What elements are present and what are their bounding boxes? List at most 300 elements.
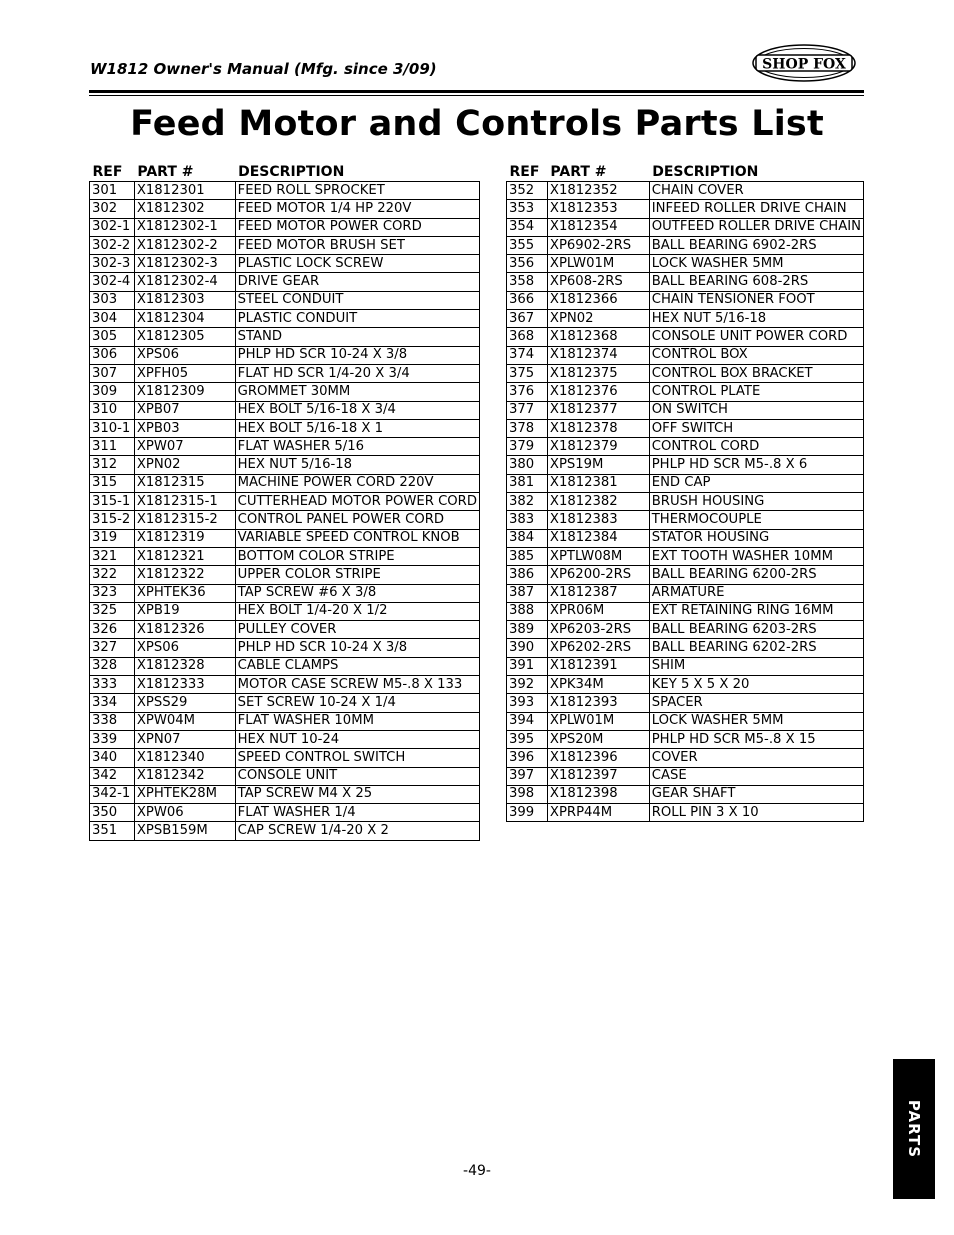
part-number-cell: X1812396 bbox=[547, 749, 649, 767]
ref-cell: 391 bbox=[507, 657, 548, 675]
part-number-cell: X1812387 bbox=[547, 584, 649, 602]
description-cell: STEEL CONDUIT bbox=[235, 291, 479, 309]
ref-cell: 322 bbox=[90, 566, 135, 584]
table-row bbox=[507, 657, 864, 675]
ref-cell: 397 bbox=[507, 767, 548, 785]
table-row bbox=[90, 456, 480, 474]
part-number-cell: XP6200-2RS bbox=[547, 566, 649, 584]
description-cell: HEX BOLT 5/16-18 X 1 bbox=[235, 419, 479, 437]
part-number-cell: X1812304 bbox=[134, 310, 235, 328]
ref-cell: 393 bbox=[507, 694, 548, 712]
ref-cell: 387 bbox=[507, 584, 548, 602]
part-number-cell: X1812375 bbox=[547, 364, 649, 382]
description-cell: BRUSH HOUSING bbox=[649, 493, 863, 511]
part-number-cell: XPN02 bbox=[547, 310, 649, 328]
table-row bbox=[507, 456, 864, 474]
table-row bbox=[90, 657, 480, 675]
ref-cell: 319 bbox=[90, 529, 135, 547]
table-row bbox=[90, 401, 480, 419]
part-number-cell: XP6203-2RS bbox=[547, 621, 649, 639]
table-row bbox=[90, 182, 480, 200]
ref-cell: 339 bbox=[90, 730, 135, 748]
ref-header: REF bbox=[92, 164, 123, 180]
parts-section-tab bbox=[893, 1059, 935, 1199]
part-number-cell: XPN07 bbox=[134, 730, 235, 748]
description-cell: PLASTIC LOCK SCREW bbox=[235, 255, 479, 273]
part-number-cell: X1812302 bbox=[134, 200, 235, 218]
description-cell: LOCK WASHER 5MM bbox=[649, 712, 863, 730]
shop-fox-logo bbox=[752, 44, 856, 82]
table-row bbox=[507, 767, 864, 785]
table-row bbox=[507, 182, 864, 200]
part-number-cell: XPK34M bbox=[547, 676, 649, 694]
description-cell: PHLP HD SCR M5-.8 X 15 bbox=[649, 730, 863, 748]
ref-cell: 321 bbox=[90, 547, 135, 565]
part-number-cell: X1812379 bbox=[547, 438, 649, 456]
part-number-cell: XPHTEK36 bbox=[134, 584, 235, 602]
description-cell: PULLEY COVER bbox=[235, 621, 479, 639]
description-cell: FLAT WASHER 10MM bbox=[235, 712, 479, 730]
ref-cell: 302-4 bbox=[90, 273, 135, 291]
part-number-cell: X1812366 bbox=[547, 291, 649, 309]
part-number-cell: X1812378 bbox=[547, 419, 649, 437]
ref-cell: 399 bbox=[507, 804, 548, 822]
table-row bbox=[507, 328, 864, 346]
table-row bbox=[90, 383, 480, 401]
table-row bbox=[507, 273, 864, 291]
description-cell: BALL BEARING 6203-2RS bbox=[649, 621, 863, 639]
part-number-cell: X1812301 bbox=[134, 182, 235, 200]
table-header-row bbox=[507, 162, 864, 182]
description-cell: FEED MOTOR 1/4 HP 220V bbox=[235, 200, 479, 218]
ref-cell: 395 bbox=[507, 730, 548, 748]
ref-header: REF bbox=[509, 164, 540, 180]
part-number-cell: XPB07 bbox=[134, 401, 235, 419]
part-number-cell: X1812321 bbox=[134, 547, 235, 565]
ref-cell: 376 bbox=[507, 383, 548, 401]
page-title: Feed Motor and Controls Parts List bbox=[130, 104, 824, 144]
description-cell: CONTROL BOX BRACKET bbox=[649, 364, 863, 382]
part-number-cell: X1812342 bbox=[134, 767, 235, 785]
ref-cell: 353 bbox=[507, 200, 548, 218]
ref-cell: 338 bbox=[90, 712, 135, 730]
description-cell: FLAT HD SCR 1/4-20 X 3/4 bbox=[235, 364, 479, 382]
table-row bbox=[507, 712, 864, 730]
table-row bbox=[90, 676, 480, 694]
part-number-cell: X1812319 bbox=[134, 529, 235, 547]
ref-cell: 368 bbox=[507, 328, 548, 346]
part-header: PART # bbox=[137, 164, 194, 180]
description-cell: SPACER bbox=[649, 694, 863, 712]
part-number-cell: XPB03 bbox=[134, 419, 235, 437]
description-cell: HEX BOLT 1/4-20 X 1/2 bbox=[235, 602, 479, 620]
table-row bbox=[507, 255, 864, 273]
ref-cell: 303 bbox=[90, 291, 135, 309]
part-number-cell: XPW07 bbox=[134, 438, 235, 456]
ref-cell: 377 bbox=[507, 401, 548, 419]
ref-cell: 302-1 bbox=[90, 218, 135, 236]
ref-cell: 302-2 bbox=[90, 236, 135, 254]
ref-cell: 304 bbox=[90, 310, 135, 328]
description-cell: TAP SCREW M4 X 25 bbox=[235, 785, 479, 803]
part-number-cell: X1812309 bbox=[134, 383, 235, 401]
table-row bbox=[507, 310, 864, 328]
table-row bbox=[90, 621, 480, 639]
ref-cell: 342-1 bbox=[90, 785, 135, 803]
part-number-cell: X1812384 bbox=[547, 529, 649, 547]
ref-cell: 366 bbox=[507, 291, 548, 309]
table-row bbox=[90, 712, 480, 730]
description-cell: BALL BEARING 6902-2RS bbox=[649, 236, 863, 254]
page-number: -49- bbox=[463, 1163, 491, 1179]
description-cell: FEED MOTOR POWER CORD bbox=[235, 218, 479, 236]
description-cell: KEY 5 X 5 X 20 bbox=[649, 676, 863, 694]
ref-cell: 315 bbox=[90, 474, 135, 492]
ref-cell: 302 bbox=[90, 200, 135, 218]
ref-cell: 309 bbox=[90, 383, 135, 401]
part-number-cell: X1812322 bbox=[134, 566, 235, 584]
table-row bbox=[90, 730, 480, 748]
table-row bbox=[90, 767, 480, 785]
part-number-cell: X1812353 bbox=[547, 200, 649, 218]
description-cell: CONSOLE UNIT POWER CORD bbox=[649, 328, 863, 346]
ref-cell: 379 bbox=[507, 438, 548, 456]
table-row bbox=[90, 328, 480, 346]
table-row bbox=[90, 529, 480, 547]
table-row bbox=[90, 804, 480, 822]
ref-cell: 358 bbox=[507, 273, 548, 291]
ref-cell: 389 bbox=[507, 621, 548, 639]
header-rule-thick bbox=[89, 90, 864, 93]
table-row bbox=[507, 383, 864, 401]
ref-cell: 305 bbox=[90, 328, 135, 346]
table-row bbox=[90, 273, 480, 291]
description-cell: CONTROL PANEL POWER CORD bbox=[235, 511, 479, 529]
table-row bbox=[90, 639, 480, 657]
ref-cell: 367 bbox=[507, 310, 548, 328]
ref-cell: 340 bbox=[90, 749, 135, 767]
part-number-cell: XPR06M bbox=[547, 602, 649, 620]
description-cell: FLAT WASHER 5/16 bbox=[235, 438, 479, 456]
part-number-cell: XPW04M bbox=[134, 712, 235, 730]
table-row bbox=[507, 401, 864, 419]
ref-cell: 374 bbox=[507, 346, 548, 364]
ref-cell: 342 bbox=[90, 767, 135, 785]
part-number-cell: XPTLW08M bbox=[547, 547, 649, 565]
part-number-cell: XP608-2RS bbox=[547, 273, 649, 291]
part-number-cell: X1812393 bbox=[547, 694, 649, 712]
table-row bbox=[90, 310, 480, 328]
description-cell: THERMOCOUPLE bbox=[649, 511, 863, 529]
ref-cell: 392 bbox=[507, 676, 548, 694]
description-cell: CAP SCREW 1/4-20 X 2 bbox=[235, 822, 479, 840]
table-row bbox=[507, 639, 864, 657]
description-cell: FEED ROLL SPROCKET bbox=[235, 182, 479, 200]
ref-cell: 325 bbox=[90, 602, 135, 620]
part-number-cell: XPSB159M bbox=[134, 822, 235, 840]
table-header-row bbox=[90, 162, 480, 182]
description-cell: CASE bbox=[649, 767, 863, 785]
ref-cell: 383 bbox=[507, 511, 548, 529]
table-row bbox=[90, 785, 480, 803]
part-number-cell: X1812381 bbox=[547, 474, 649, 492]
table-row bbox=[90, 438, 480, 456]
description-cell: GROMMET 30MM bbox=[235, 383, 479, 401]
table-row bbox=[90, 822, 480, 840]
part-number-cell: X1812340 bbox=[134, 749, 235, 767]
description-cell: STAND bbox=[235, 328, 479, 346]
ref-cell: 355 bbox=[507, 236, 548, 254]
ref-cell: 386 bbox=[507, 566, 548, 584]
parts-table-left bbox=[89, 162, 480, 841]
ref-cell: 382 bbox=[507, 493, 548, 511]
table-row bbox=[507, 200, 864, 218]
table-row bbox=[507, 602, 864, 620]
part-number-cell: X1812376 bbox=[547, 383, 649, 401]
description-cell: GEAR SHAFT bbox=[649, 785, 863, 803]
description-cell: ROLL PIN 3 X 10 bbox=[649, 804, 863, 822]
part-number-cell: X1812383 bbox=[547, 511, 649, 529]
part-number-cell: X1812302-1 bbox=[134, 218, 235, 236]
manual-title: W1812 Owner's Manual (Mfg. since 3/09) bbox=[90, 60, 437, 78]
ref-cell: 302-3 bbox=[90, 255, 135, 273]
header-rule-thin bbox=[89, 95, 864, 96]
description-cell: SPEED CONTROL SWITCH bbox=[235, 749, 479, 767]
description-cell: CHAIN COVER bbox=[649, 182, 863, 200]
ref-cell: 310-1 bbox=[90, 419, 135, 437]
ref-cell: 378 bbox=[507, 419, 548, 437]
description-cell: INFEED ROLLER DRIVE CHAIN bbox=[649, 200, 863, 218]
description-cell: VARIABLE SPEED CONTROL KNOB bbox=[235, 529, 479, 547]
ref-cell: 390 bbox=[507, 639, 548, 657]
table-row bbox=[90, 694, 480, 712]
ref-cell: 354 bbox=[507, 218, 548, 236]
description-header: DESCRIPTION bbox=[238, 164, 345, 180]
description-cell: MACHINE POWER CORD 220V bbox=[235, 474, 479, 492]
description-cell: TAP SCREW #6 X 3/8 bbox=[235, 584, 479, 602]
table-row bbox=[507, 584, 864, 602]
description-cell: SET SCREW 10-24 X 1/4 bbox=[235, 694, 479, 712]
table-row bbox=[507, 474, 864, 492]
table-row bbox=[507, 694, 864, 712]
part-number-cell: XPHTEK28M bbox=[134, 785, 235, 803]
table-row bbox=[507, 291, 864, 309]
table-row bbox=[507, 566, 864, 584]
table-row bbox=[90, 236, 480, 254]
part-number-cell: X1812397 bbox=[547, 767, 649, 785]
ref-cell: 334 bbox=[90, 694, 135, 712]
ref-cell: 351 bbox=[90, 822, 135, 840]
description-cell: BALL BEARING 6202-2RS bbox=[649, 639, 863, 657]
part-number-cell: XPS06 bbox=[134, 639, 235, 657]
part-number-cell: XPN02 bbox=[134, 456, 235, 474]
side-tab-label: PARTS bbox=[905, 1099, 923, 1159]
ref-cell: 396 bbox=[507, 749, 548, 767]
ref-cell: 306 bbox=[90, 346, 135, 364]
table-row bbox=[507, 730, 864, 748]
table-row bbox=[507, 529, 864, 547]
ref-cell: 315-2 bbox=[90, 511, 135, 529]
part-number-cell: XPW06 bbox=[134, 804, 235, 822]
ref-cell: 310 bbox=[90, 401, 135, 419]
part-number-cell: XP6902-2RS bbox=[547, 236, 649, 254]
part-number-cell: X1812377 bbox=[547, 401, 649, 419]
description-cell: EXT RETAINING RING 16MM bbox=[649, 602, 863, 620]
table-row bbox=[90, 584, 480, 602]
part-number-cell: X1812315 bbox=[134, 474, 235, 492]
description-cell: PLASTIC CONDUIT bbox=[235, 310, 479, 328]
part-number-cell: X1812315-2 bbox=[134, 511, 235, 529]
part-number-cell: X1812374 bbox=[547, 346, 649, 364]
table-row bbox=[90, 493, 480, 511]
table-row bbox=[90, 419, 480, 437]
part-number-cell: XP6202-2RS bbox=[547, 639, 649, 657]
description-cell: END CAP bbox=[649, 474, 863, 492]
table-row bbox=[90, 364, 480, 382]
part-number-cell: XPB19 bbox=[134, 602, 235, 620]
description-cell: OUTFEED ROLLER DRIVE CHAIN bbox=[649, 218, 863, 236]
part-number-cell: X1812326 bbox=[134, 621, 235, 639]
ref-cell: 350 bbox=[90, 804, 135, 822]
part-number-cell: X1812333 bbox=[134, 676, 235, 694]
ref-cell: 384 bbox=[507, 529, 548, 547]
description-cell: BALL BEARING 608-2RS bbox=[649, 273, 863, 291]
description-cell: BALL BEARING 6200-2RS bbox=[649, 566, 863, 584]
table-row bbox=[90, 291, 480, 309]
ref-cell: 315-1 bbox=[90, 493, 135, 511]
part-number-cell: XPRP44M bbox=[547, 804, 649, 822]
table-row bbox=[90, 749, 480, 767]
table-row bbox=[507, 438, 864, 456]
ref-cell: 323 bbox=[90, 584, 135, 602]
description-cell: PHLP HD SCR 10-24 X 3/8 bbox=[235, 639, 479, 657]
description-header: DESCRIPTION bbox=[652, 164, 759, 180]
description-cell: CABLE CLAMPS bbox=[235, 657, 479, 675]
table-row bbox=[507, 493, 864, 511]
part-number-cell: X1812328 bbox=[134, 657, 235, 675]
part-number-cell: X1812302-3 bbox=[134, 255, 235, 273]
table-row bbox=[507, 621, 864, 639]
table-row bbox=[507, 419, 864, 437]
table-row bbox=[90, 566, 480, 584]
part-number-cell: X1812382 bbox=[547, 493, 649, 511]
table-row bbox=[507, 511, 864, 529]
table-row bbox=[90, 255, 480, 273]
description-cell: MOTOR CASE SCREW M5-.8 X 133 bbox=[235, 676, 479, 694]
table-row bbox=[90, 218, 480, 236]
description-cell: HEX NUT 5/16-18 bbox=[649, 310, 863, 328]
part-number-cell: X1812352 bbox=[547, 182, 649, 200]
table-row bbox=[507, 749, 864, 767]
description-cell: LOCK WASHER 5MM bbox=[649, 255, 863, 273]
part-number-cell: X1812354 bbox=[547, 218, 649, 236]
part-number-cell: XPS06 bbox=[134, 346, 235, 364]
description-cell: OFF SWITCH bbox=[649, 419, 863, 437]
part-number-cell: XPS19M bbox=[547, 456, 649, 474]
table-row bbox=[507, 785, 864, 803]
table-row bbox=[507, 804, 864, 822]
ref-cell: 327 bbox=[90, 639, 135, 657]
ref-cell: 307 bbox=[90, 364, 135, 382]
description-cell: CUTTERHEAD MOTOR POWER CORD bbox=[235, 493, 479, 511]
part-number-cell: X1812391 bbox=[547, 657, 649, 675]
part-number-cell: X1812305 bbox=[134, 328, 235, 346]
description-cell: HEX BOLT 5/16-18 X 3/4 bbox=[235, 401, 479, 419]
table-row bbox=[507, 346, 864, 364]
part-number-cell: XPFH05 bbox=[134, 364, 235, 382]
ref-cell: 398 bbox=[507, 785, 548, 803]
ref-cell: 333 bbox=[90, 676, 135, 694]
table-row bbox=[90, 346, 480, 364]
description-cell: EXT TOOTH WASHER 10MM bbox=[649, 547, 863, 565]
ref-cell: 301 bbox=[90, 182, 135, 200]
part-header: PART # bbox=[550, 164, 607, 180]
description-cell: SHIM bbox=[649, 657, 863, 675]
part-number-cell: X1812368 bbox=[547, 328, 649, 346]
ref-cell: 385 bbox=[507, 547, 548, 565]
description-cell: CONTROL CORD bbox=[649, 438, 863, 456]
description-cell: STATOR HOUSING bbox=[649, 529, 863, 547]
table-row bbox=[507, 218, 864, 236]
description-cell: ON SWITCH bbox=[649, 401, 863, 419]
description-cell: CONSOLE UNIT bbox=[235, 767, 479, 785]
part-number-cell: X1812302-2 bbox=[134, 236, 235, 254]
part-number-cell: XPSS29 bbox=[134, 694, 235, 712]
ref-cell: 388 bbox=[507, 602, 548, 620]
description-cell: UPPER COLOR STRIPE bbox=[235, 566, 479, 584]
ref-cell: 394 bbox=[507, 712, 548, 730]
ref-cell: 352 bbox=[507, 182, 548, 200]
description-cell: FLAT WASHER 1/4 bbox=[235, 804, 479, 822]
part-number-cell: XPS20M bbox=[547, 730, 649, 748]
ref-cell: 381 bbox=[507, 474, 548, 492]
description-cell: DRIVE GEAR bbox=[235, 273, 479, 291]
description-cell: BOTTOM COLOR STRIPE bbox=[235, 547, 479, 565]
part-number-cell: X1812315-1 bbox=[134, 493, 235, 511]
description-cell: FEED MOTOR BRUSH SET bbox=[235, 236, 479, 254]
parts-table-right bbox=[506, 162, 864, 822]
table-row bbox=[507, 547, 864, 565]
ref-cell: 328 bbox=[90, 657, 135, 675]
ref-cell: 311 bbox=[90, 438, 135, 456]
table-row bbox=[507, 236, 864, 254]
part-number-cell: X1812303 bbox=[134, 291, 235, 309]
svg-text:SHOP FOX: SHOP FOX bbox=[762, 56, 846, 73]
ref-cell: 326 bbox=[90, 621, 135, 639]
table-row bbox=[507, 364, 864, 382]
description-cell: PHLP HD SCR 10-24 X 3/8 bbox=[235, 346, 479, 364]
description-cell: HEX NUT 5/16-18 bbox=[235, 456, 479, 474]
description-cell: COVER bbox=[649, 749, 863, 767]
description-cell: CHAIN TENSIONER FOOT bbox=[649, 291, 863, 309]
ref-cell: 375 bbox=[507, 364, 548, 382]
table-row bbox=[90, 511, 480, 529]
table-row bbox=[90, 474, 480, 492]
description-cell: HEX NUT 10-24 bbox=[235, 730, 479, 748]
table-row bbox=[90, 602, 480, 620]
table-row bbox=[90, 547, 480, 565]
description-cell: PHLP HD SCR M5-.8 X 6 bbox=[649, 456, 863, 474]
ref-cell: 380 bbox=[507, 456, 548, 474]
table-row bbox=[507, 676, 864, 694]
part-number-cell: XPLW01M bbox=[547, 712, 649, 730]
description-cell: CONTROL PLATE bbox=[649, 383, 863, 401]
part-number-cell: X1812302-4 bbox=[134, 273, 235, 291]
description-cell: ARMATURE bbox=[649, 584, 863, 602]
part-number-cell: XPLW01M bbox=[547, 255, 649, 273]
table-row bbox=[90, 200, 480, 218]
ref-cell: 356 bbox=[507, 255, 548, 273]
